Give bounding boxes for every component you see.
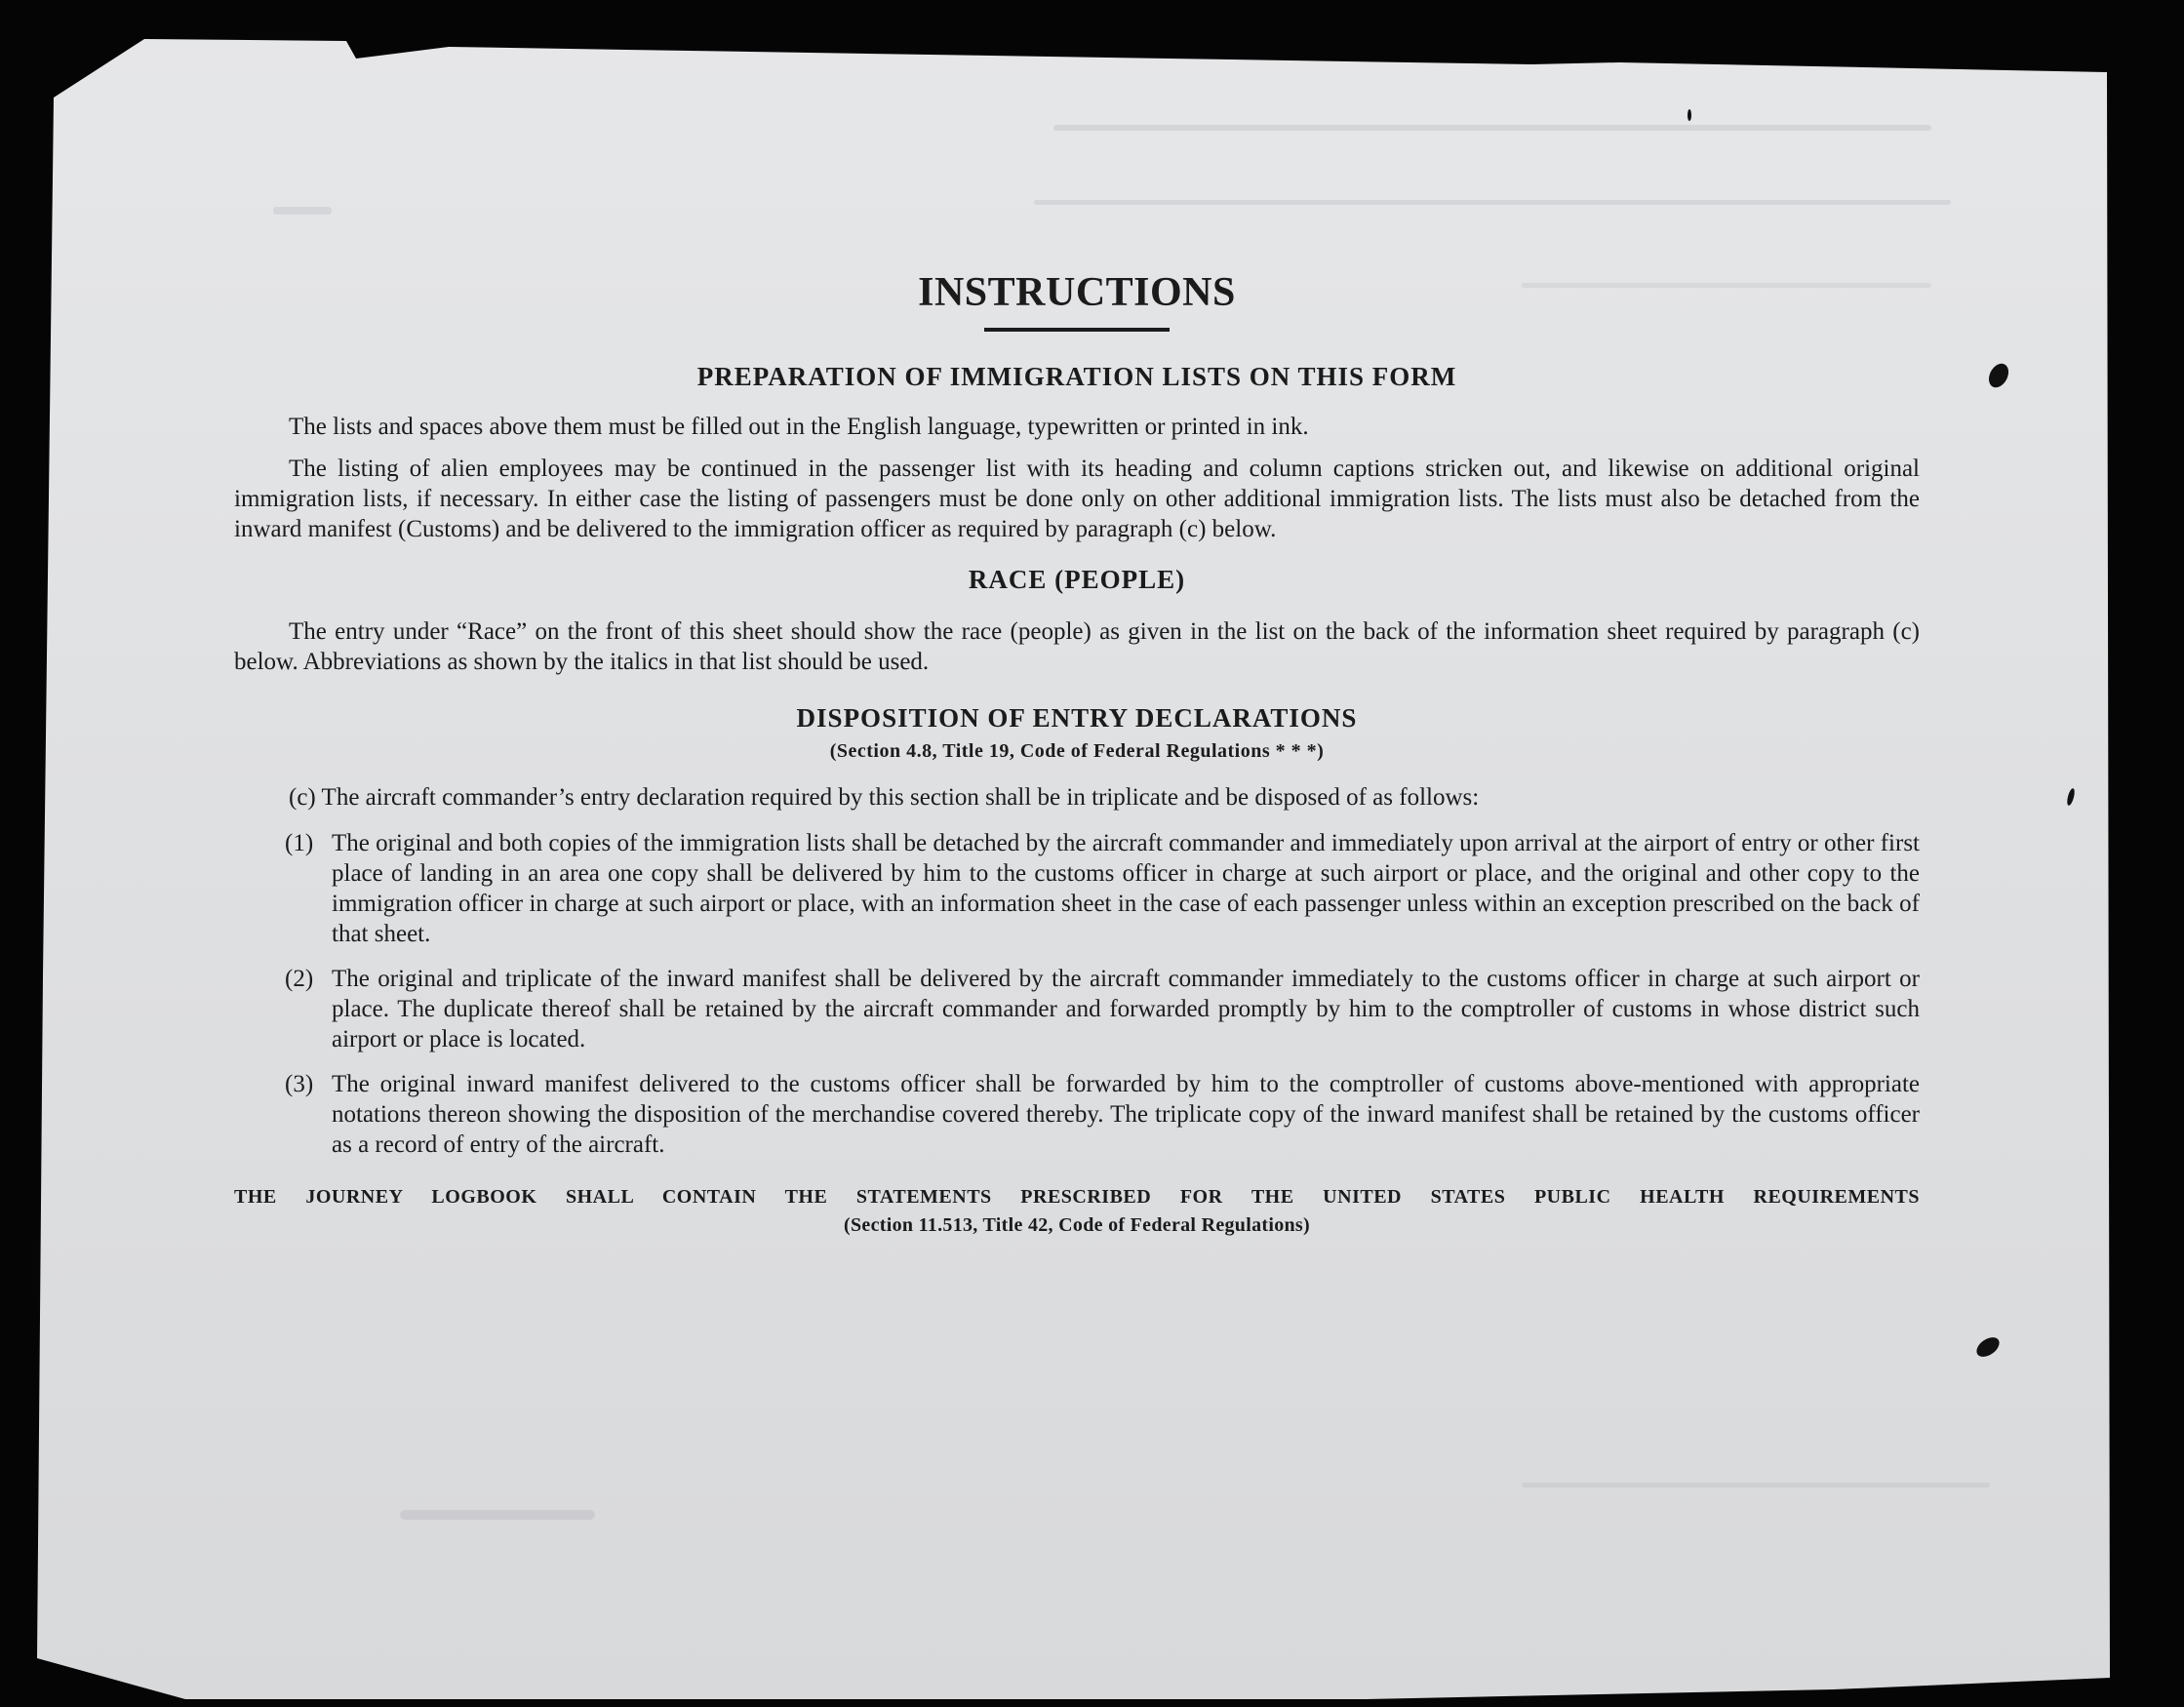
list-item-text: The original and both copies of the immigration lists shall be detached by the aircraft commander and immediately upon arrival at the airport of entry or other first place of landing in an area one copy shall be delivered by him to the customs officer in charge at such airport or place, and the original and other copy to the immigration officer in charge at such airport or place, with an information sheet in the case of each passenger unless within an exception prescribed on the back of that sheet. [332, 830, 1920, 947]
list-item-number: (2) [285, 966, 314, 992]
list-item [285, 964, 1920, 1054]
ink-mark [1688, 109, 1691, 121]
footer-heading: THE JOURNEY LOGBOOK SHALL CONTAIN THE STATEMENTS PRESCRIBED FOR THE UNITED STATES PUBLIC HEALTH REQUIREMENTS [234, 1186, 1920, 1208]
disposition-lead-paragraph: (c) The aircraft commander’s entry declaration required by this section shall be in triplicate and be disposed of as follows: [289, 784, 1480, 811]
show-through-text [1053, 125, 1931, 131]
section-heading-preparation: PREPARATION OF IMMIGRATION LISTS ON THIS FORM [696, 362, 1457, 391]
disposition-item-list [234, 828, 1920, 1160]
list-item [285, 1069, 1920, 1160]
instructions-document [234, 263, 1920, 1240]
race-paragraph: The entry under “Race” on the front of this sheet should show the race (people) as given in the list on the back of the information sheet required by paragraph (c) below. Abbreviations as shown by the italics in that list should be used. [234, 618, 1920, 675]
show-through-text [400, 1510, 595, 1520]
show-through-text [1034, 200, 1951, 205]
list-item-number: (1) [285, 830, 314, 856]
list-item [285, 828, 1920, 949]
section-heading-disposition: DISPOSITION OF ENTRY DECLARATIONS [796, 703, 1358, 733]
section-citation-disposition: (Section 4.8, Title 19, Code of Federal Regulations * * *) [829, 740, 1325, 762]
page-title: INSTRUCTIONS [918, 270, 1236, 315]
show-through-text [1522, 1483, 1990, 1488]
show-through-text [273, 207, 332, 215]
footer-citation: (Section 11.513, Title 42, Code of Federal Regulations) [844, 1214, 1310, 1236]
title-underline [984, 328, 1170, 332]
list-item-number: (3) [285, 1071, 314, 1097]
list-item-text: The original and triplicate of the inward manifest shall be delivered by the aircraft commander immediately to the customs officer in charge at such airport or place. The duplicate thereof shall be retained by the aircraft commander and forwarded promptly by him to the comptroller of customs in whose district such airport or place is located. [332, 966, 1920, 1052]
preparation-paragraph-1: The lists and spaces above them must be filled out in the English language, typewritten or printed in ink. [289, 414, 1309, 440]
list-item-text: The original inward manifest delivered to the customs officer shall be forwarded by him to the comptroller of customs above-mentioned with appropriate notations thereon showing the disposition of the merchandise covered thereby. The triplicate copy of the inward manifest shall be retained by the customs officer as a record of entry of the aircraft. [332, 1071, 1920, 1158]
preparation-paragraph-2: The listing of alien employees may be continued in the passenger list with its heading and column captions stricken out, and likewise on additional original immigration lists, if necessary. In either case the listing of passengers must be done only on other additional immigration lists. The lists must also be detached from the inward manifest (Customs) and be delivered to the immigration officer as required by paragraph (c) below. [234, 456, 1920, 542]
section-heading-race: RACE (PEOPLE) [968, 565, 1186, 594]
